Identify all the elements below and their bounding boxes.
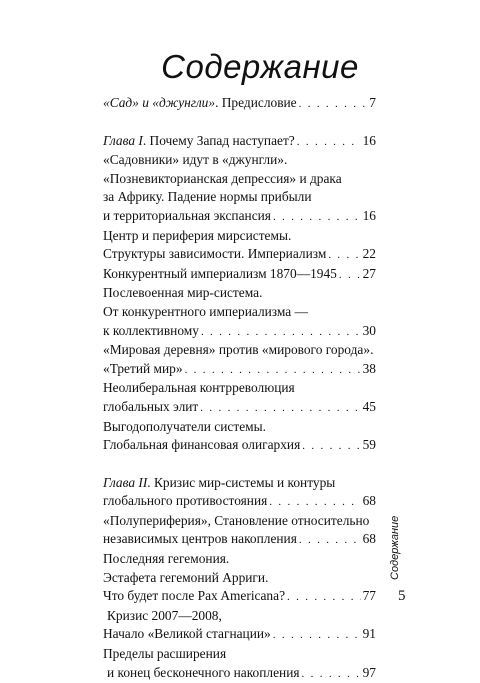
leader-dots bbox=[287, 588, 361, 607]
leader-dots bbox=[297, 133, 361, 152]
leader-dots bbox=[185, 361, 361, 380]
chapter-label: Глава II bbox=[103, 474, 148, 490]
toc-page-number: 68 bbox=[362, 493, 376, 509]
toc-entry[interactable]: Глобальная финансовая олигархия . . . 59 bbox=[103, 436, 376, 456]
toc-line[interactable]: Неолиберальная контрреволюция bbox=[103, 380, 295, 396]
toc-entry-preface-text: . Предисловие bbox=[215, 95, 297, 110]
running-header-vertical: Содержание bbox=[389, 515, 401, 580]
chapter-title: . Почему Запад наступает? bbox=[142, 132, 295, 148]
toc-entry[interactable]: Конкурентный империализм 1870—1945 . . . 27 bbox=[103, 265, 376, 285]
toc-entry[interactable]: «Третий мир» . . . 38 bbox=[103, 360, 376, 380]
leader-dots bbox=[302, 665, 361, 683]
toc-page-number: 30 bbox=[362, 322, 376, 338]
toc-entry[interactable]: и конец бесконечного накопления . . . 97 bbox=[103, 664, 376, 683]
spacer bbox=[103, 114, 376, 132]
spacer bbox=[103, 456, 376, 474]
toc-entry[interactable]: Начало «Великой стагнации» . . . 91 bbox=[103, 625, 376, 645]
toc-page-number: 45 bbox=[362, 398, 376, 414]
chapter-label: Глава I bbox=[103, 132, 143, 148]
leader-dots bbox=[269, 493, 360, 512]
leader-dots bbox=[201, 323, 361, 342]
toc-line[interactable]: От конкурентного империализма — bbox=[103, 303, 308, 319]
leader-dots bbox=[302, 437, 360, 456]
toc-page-number: 91 bbox=[362, 626, 376, 642]
toc-line[interactable]: Эстафета гегемоний Арриги. bbox=[103, 569, 269, 585]
toc-entry-chapter-1[interactable] bbox=[103, 132, 376, 152]
page-number: 5 bbox=[398, 588, 406, 604]
toc-entry[interactable]: Что будет после Pax Americana? . . . 77 bbox=[103, 587, 376, 607]
toc-page-number: 16 bbox=[362, 207, 376, 223]
toc-line[interactable]: за Африку. Падение нормы прибыли bbox=[103, 189, 312, 205]
leader-dots bbox=[273, 208, 361, 227]
leader-dots bbox=[328, 246, 360, 265]
toc-entry[interactable]: глобального противостояния . . . 68 bbox=[103, 492, 376, 512]
toc-line[interactable]: Пределы расширения bbox=[103, 646, 227, 662]
toc-line[interactable]: «Садовники» идут в «джунгли». bbox=[103, 152, 288, 168]
toc-entry[interactable]: независимых центров накопления . . . 68 bbox=[103, 530, 376, 550]
chapter-title: . Кризис мир-системы и контуры bbox=[147, 474, 336, 490]
leader-dots bbox=[339, 266, 361, 285]
page-title: Содержание bbox=[161, 48, 359, 85]
toc-entry[interactable]: Структуры зависимости. Империализм . . . 22 bbox=[103, 245, 376, 265]
toc-line[interactable]: Последняя гегемония. bbox=[103, 551, 230, 567]
toc-page-number: 68 bbox=[362, 531, 376, 547]
toc-entry-preface-italic: «Сад» и «джунгли» bbox=[103, 95, 216, 110]
toc-page-number: 7 bbox=[369, 95, 376, 110]
toc-page-number: 16 bbox=[362, 132, 376, 148]
toc-page-number: 59 bbox=[362, 437, 376, 453]
toc-entry[interactable]: и территориальная экспансия . . . 16 bbox=[103, 207, 376, 227]
toc-page-number: 77 bbox=[362, 588, 376, 604]
toc-page-number: 97 bbox=[362, 664, 376, 680]
toc-entry[interactable]: глобальных элит . . . 45 bbox=[103, 398, 376, 418]
toc-line[interactable]: Кризис 2007—2008, bbox=[107, 607, 222, 623]
toc-page-number: 22 bbox=[362, 246, 376, 262]
leader-dots bbox=[299, 95, 368, 114]
toc-line[interactable]: «Мировая деревня» против «мирового города». bbox=[103, 342, 374, 358]
toc-entry-preface[interactable] bbox=[103, 94, 376, 114]
leader-dots bbox=[273, 626, 361, 645]
leader-dots bbox=[200, 399, 360, 418]
toc-line[interactable]: «Позневикторианская депрессия» и драка bbox=[103, 170, 342, 186]
toc-line[interactable]: Послевоенная мир-система. bbox=[103, 285, 263, 301]
table-of-contents bbox=[103, 94, 376, 683]
toc-line[interactable]: Выгодополучатели системы. bbox=[103, 418, 266, 434]
toc-line[interactable]: «Полупериферия», Становление относительно bbox=[103, 512, 370, 528]
toc-entry[interactable]: к коллективному . . . 30 bbox=[103, 322, 376, 342]
leader-dots bbox=[299, 531, 361, 550]
toc-entry-chapter-2[interactable] bbox=[103, 474, 376, 493]
toc-line[interactable]: Центр и периферия мирсистемы. bbox=[103, 227, 292, 243]
toc-page-number: 27 bbox=[362, 265, 376, 281]
toc-page-number: 38 bbox=[362, 360, 376, 376]
